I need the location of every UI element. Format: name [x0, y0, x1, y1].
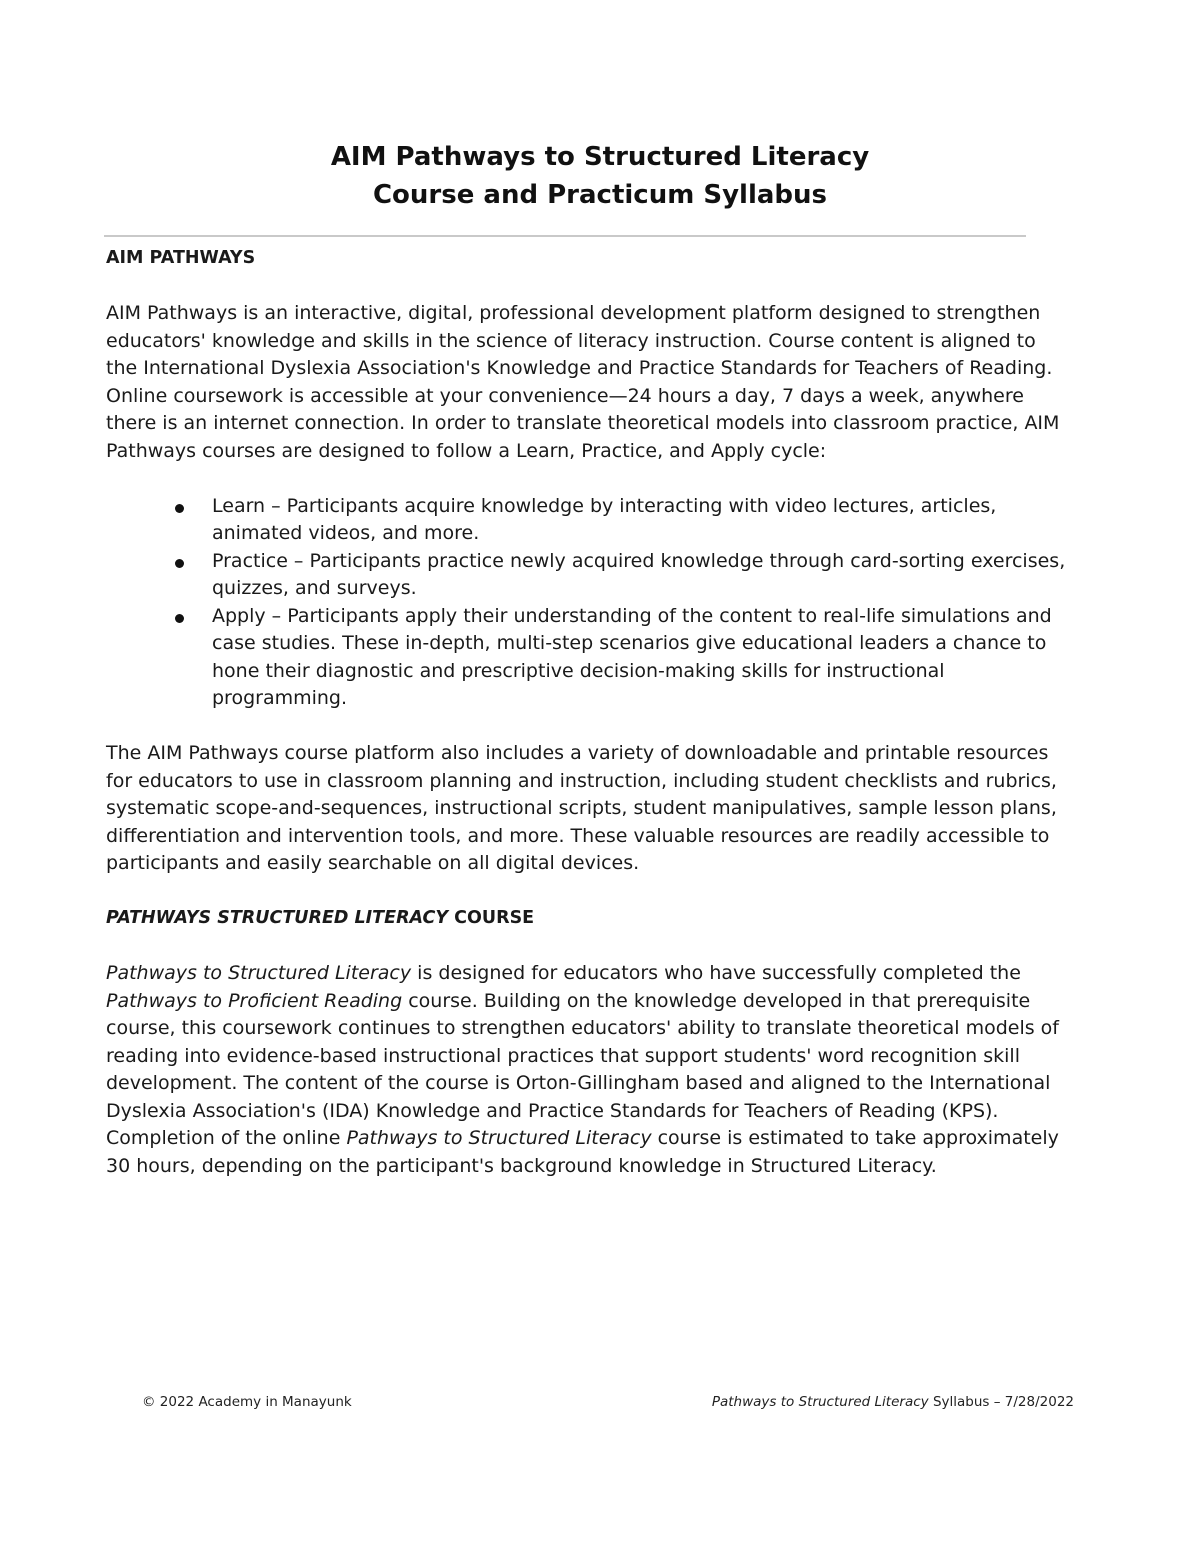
bullet-icon: [175, 614, 184, 623]
intro-paragraph: AIM Pathways is an interactive, digital, professional development platform designed to strengthen educators' knowledge and skills in the science of literacy instruction. Course content is aligned to the International Dyslexia Association's Knowledge and Practice Standards for Teachers of Reading. Online coursework is accessible at your convenience—24 hours a day, 7 days a week, anywhere there is an internet connection. In order to translate theoretical models into classroom practice, AIM Pathways courses are designed to follow a Learn, Practice, and Apply cycle:: [106, 302, 1060, 462]
footer-copyright: © 2022 Academy in Manayunk: [142, 1394, 352, 1410]
course-heading-italic: PATHWAYS STRUCTURED LITERACY: [106, 908, 449, 928]
bullet-icon: [175, 559, 184, 568]
course-text-1: is designed for educators who have successfully completed the: [411, 962, 1021, 984]
section-heading-aim-pathways: AIM PATHWAYS: [106, 248, 256, 268]
course-paragraph: [106, 960, 1066, 1180]
title-line-2: Course and Practicum Syllabus: [372, 180, 828, 210]
list-item-text: Apply – Participants apply their understanding of the content to real-life simulations and case studies. These in-depth, multi-step scenarios give educational leaders a chance to hone their diagnostic and prescriptive decision-making skills for instructional programming.: [212, 604, 1052, 709]
document-title: [0, 138, 1200, 214]
list-item-text: Learn – Participants acquire knowledge by interacting with video lectures, articles, animated videos, and more.: [212, 494, 997, 544]
title-line-1: AIM Pathways to Structured Literacy: [330, 142, 870, 172]
footer-course-title: Pathways to Structured Literacy: [711, 1394, 929, 1410]
bullet-icon: [175, 504, 184, 513]
document-body: [106, 245, 1066, 1180]
resources-paragraph: The AIM Pathways course platform also includes a variety of downloadable and printable resources for educators to use in classroom planning and instruction, including student checklists and rubrics, systematic scope-and-sequences, instructional scripts, student manipulatives, sample lesson plans, differentiation and intervention tools, and more. These valuable resources are readily accessible to participants and easily searchable on all digital devices.: [106, 742, 1057, 874]
course-text-3: course is estimated to take approximately 30 hours, depending on the participant's background knowledge in Structured Literacy.: [106, 1127, 1059, 1177]
footer-version: Syllabus – 7/28/2022: [928, 1394, 1074, 1410]
section-heading-course: [106, 905, 1066, 933]
title-divider: [104, 235, 1026, 237]
list-item-text: Practice – Participants practice newly acquired knowledge through card-sorting exercises, quizzes, and surveys.: [212, 549, 1066, 599]
footer-doc-info: [712, 1394, 1074, 1410]
cycle-list: [106, 493, 1066, 713]
course-title-ref-2: Pathways to Proficient Reading: [106, 989, 403, 1012]
list-item: [212, 603, 1066, 713]
list-item: [212, 493, 1066, 548]
course-title-ref-1: Pathways to Structured Literacy: [106, 962, 412, 984]
course-heading-plain: COURSE: [448, 908, 535, 928]
list-item: [212, 548, 1066, 603]
course-title-ref-3: Pathways to Structured Literacy: [346, 1127, 652, 1149]
course-text-2: course. Building on the knowledge developed in that prerequisite course, this coursework continues to strengthen educators' ability to translate theoretical models of reading into evidence-based instructional practices that support students' word recognition skill development. The content of the course is Orton-Gillingham based and aligned to the International Dyslexia Association's (IDA) Knowledge and Practice Standards for Teachers of Reading (KPS). Completion of the online: [106, 989, 1059, 1149]
